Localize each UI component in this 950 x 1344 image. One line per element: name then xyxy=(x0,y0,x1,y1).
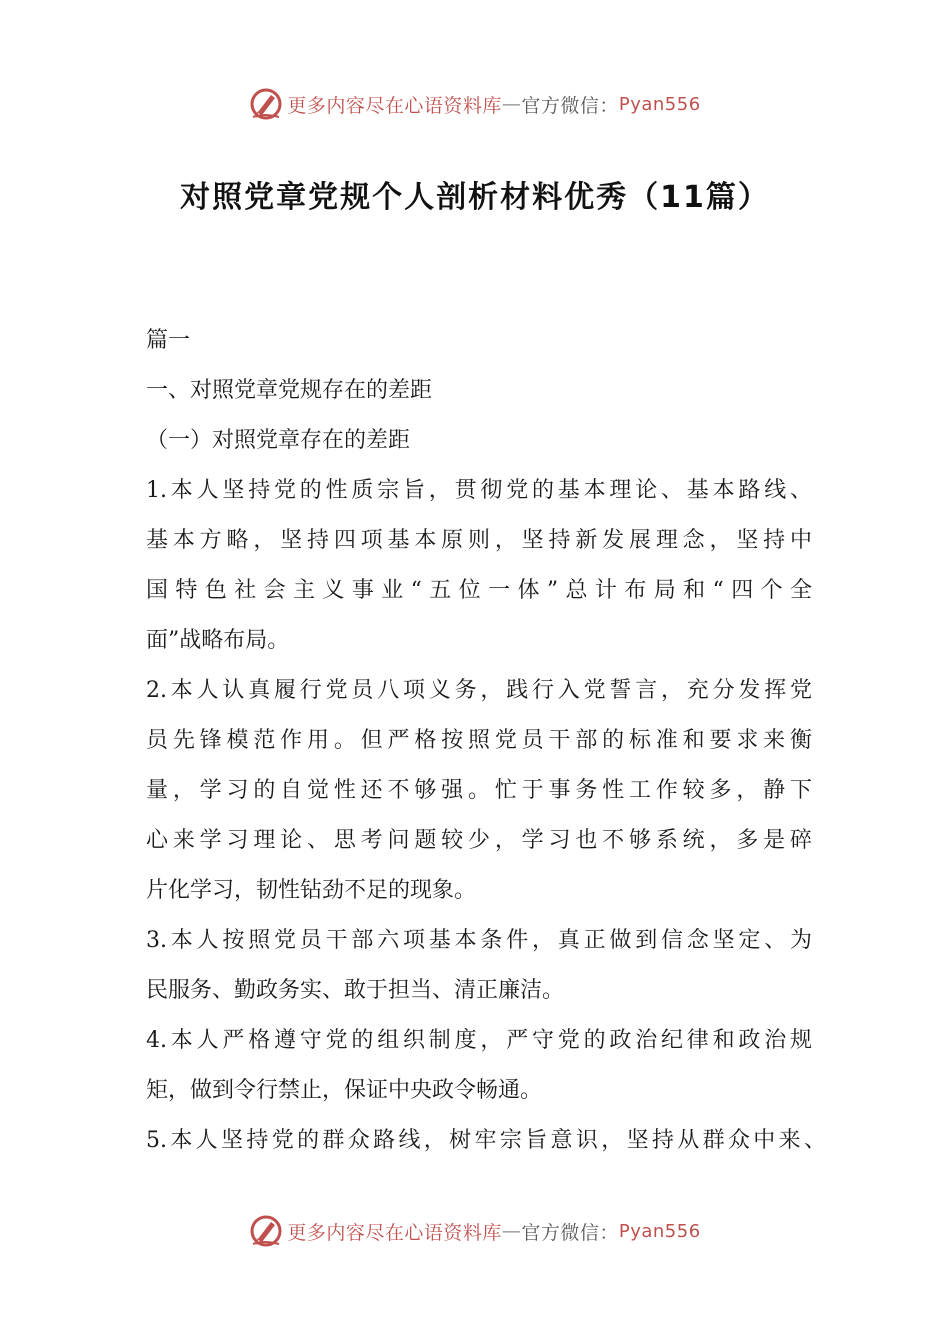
paragraph-line: 国特色社会主义事业“五位一体”总计布局和“四个全 xyxy=(146,578,812,603)
watermark-text: 更多内容尽在心语资料库 xyxy=(287,1221,502,1244)
subsection-heading: 一、对照党章党规存在的差距 xyxy=(146,378,433,403)
watermark-label: 官方微信： xyxy=(521,1221,619,1244)
document-body xyxy=(146,316,826,1166)
paragraph-line: 基本方略，坚持四项基本原则，坚持新发展理念，坚持中 xyxy=(146,528,812,553)
header-watermark xyxy=(0,84,950,124)
paragraph-line: 4.本人严格遵守党的组织制度，严守党的政治纪律和政治规 xyxy=(146,1028,812,1053)
watermark-separator: — xyxy=(501,93,522,115)
watermark-wechat-id: Pyan556 xyxy=(618,93,701,115)
subsection-heading: （一）对照党章存在的差距 xyxy=(146,428,411,453)
paragraph-line: 量，学习的自觉性还不够强。忙于事务性工作较多，静下 xyxy=(146,778,812,803)
watermark-text: 更多内容尽在心语资料库 xyxy=(287,94,502,117)
paragraph-line: 1.本人坚持党的性质宗旨，贯彻党的基本理论、基本路线、 xyxy=(146,478,812,503)
watermark-wechat-id: Pyan556 xyxy=(618,1220,701,1242)
paragraph-line: 片化学习，韧性钻劲不足的现象。 xyxy=(146,878,477,903)
paragraph-line: 面”战略布局。 xyxy=(146,628,290,653)
pen-logo-icon xyxy=(249,1214,283,1248)
paragraph-line: 民服务、勤政务实、敢于担当、清正廉洁。 xyxy=(146,978,565,1003)
pen-logo-icon xyxy=(249,87,283,121)
paragraph-line: 员先锋模范作用。但严格按照党员干部的标准和要求来衡 xyxy=(146,728,812,753)
watermark-separator: — xyxy=(501,1220,522,1242)
paragraph-line: 矩，做到令行禁止，保证中央政令畅通。 xyxy=(146,1078,543,1103)
paragraph-line: 3.本人按照党员干部六项基本条件，真正做到信念坚定、为 xyxy=(146,928,812,953)
watermark-label: 官方微信： xyxy=(521,94,619,117)
document-title: 对照党章党规个人剖析材料优秀（11篇） xyxy=(180,180,770,215)
section-heading: 篇一 xyxy=(146,328,191,353)
footer-watermark xyxy=(0,1211,950,1251)
paragraph-line: 心来学习理论、思考问题较少，学习也不够系统，多是碎 xyxy=(146,828,812,853)
paragraph-line: 5.本人坚持党的群众路线，树牢宗旨意识，坚持从群众中来、 xyxy=(146,1128,826,1153)
paragraph-line: 2.本人认真履行党员八项义务，践行入党誓言，充分发挥党 xyxy=(146,678,812,703)
